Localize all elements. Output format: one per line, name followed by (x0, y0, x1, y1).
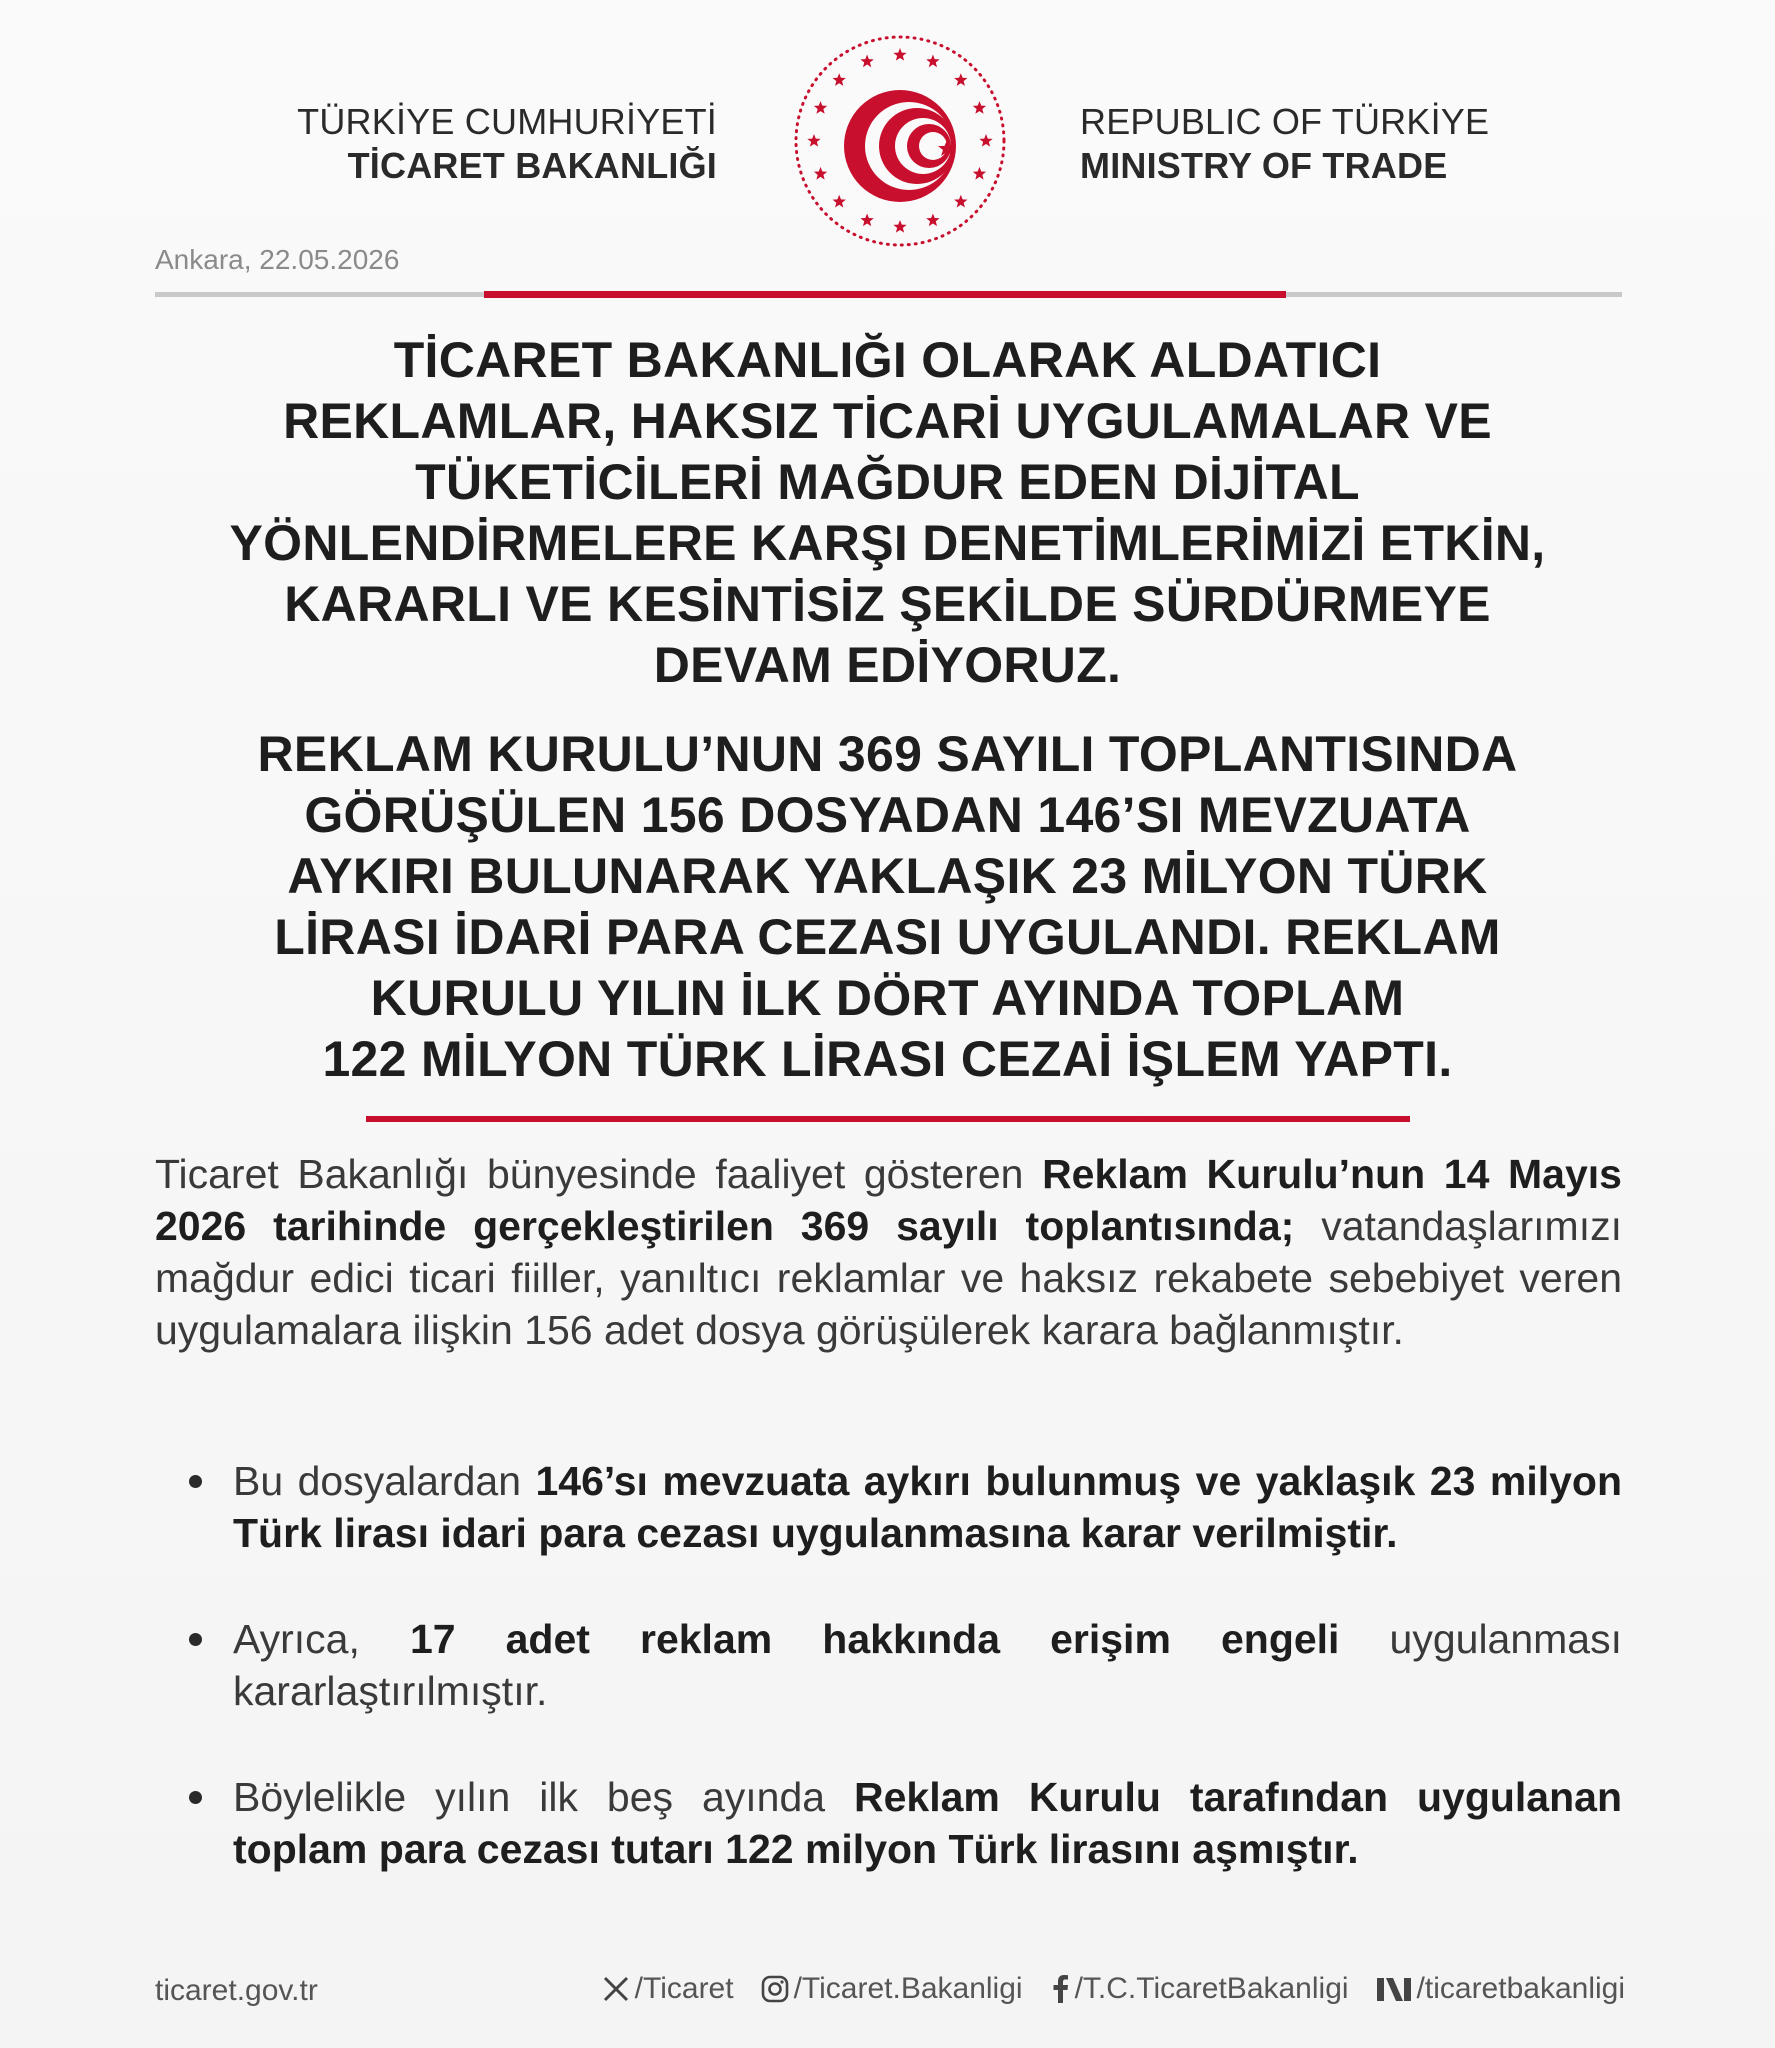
headline-line: KARARLI VE KESİNTİSİZ ŞEKİLDE SÜRDÜRMEYE (284, 576, 1491, 632)
header (0, 0, 1775, 250)
headline-line: TİCARET BAKANLIĞI OLARAK ALDATICI (393, 332, 1382, 388)
intro-paragraph (155, 1148, 1622, 1356)
date-line: Ankara, 22.05.2026 (155, 244, 400, 275)
seal-star-icon (926, 55, 939, 68)
seal-star-icon (833, 73, 846, 86)
social-handle: /ticaretbakanligi (1416, 1972, 1625, 2005)
org-name-english (1080, 100, 1489, 188)
bullet-bold: Reklam Kurulu tarafından uygulanan toplam para cezası tutarı 122 milyon Türk lirasını aşmıştır. (233, 1774, 1622, 1872)
headline-line: GÖRÜŞÜLEN 156 DOSYADAN 146’SI MEVZUATA (304, 787, 1471, 843)
bullet-bold: 17 adet reklam hakkında erişim engeli (409, 1616, 1340, 1662)
headline-line: DEVAM EDİYORUZ. (653, 637, 1122, 693)
org-country-tr: TÜRKİYE CUMHURİYETİ (297, 101, 717, 142)
intro-text-end: vatandaşlarımızı mağdur edici ticari fiiller, yanıltıcı reklamlar ve haksız rekabete sebebiyet veren uygulamalara ilişkin 156 adet dosya görüşülerek karara bağlanmıştır. (155, 1203, 1622, 1353)
list-item (155, 1455, 1622, 1559)
bullet-dot-icon (189, 1475, 202, 1488)
website-link[interactable]: ticaret.gov.tr (155, 1974, 318, 2007)
facebook-icon (1049, 1974, 1071, 2004)
bullet-text: Ayrıca, (233, 1616, 410, 1662)
social-handle: /T.C.TicaretBakanligi (1074, 1972, 1349, 2005)
seal-star-icon (893, 48, 906, 61)
bullet-dot-icon (189, 1633, 202, 1646)
headline-line: 122 MİLYON TÜRK LİRASI CEZAİ İŞLEM YAPTI. (322, 1031, 1453, 1087)
bullet-bold: 146’sı mevzuata aykırı bulunmuş ve yaklaşık 23 milyon Türk lirası idari para cezası uygulanmasına karar verilmiştir. (233, 1458, 1622, 1556)
social-facebook-link[interactable] (1049, 1972, 1349, 2006)
seal-star-icon (807, 134, 820, 147)
bullet-text: Bu dosyalardan (233, 1458, 536, 1504)
x-icon (601, 1974, 631, 2004)
divider-red (484, 291, 1286, 298)
social-x-link[interactable] (601, 1972, 734, 2006)
divider-red-section (366, 1116, 1410, 1122)
bullet-text: Böylelikle yılın ilk beş ayında (233, 1774, 855, 1820)
seal-star-icon (973, 167, 986, 180)
seal-star-icon (954, 195, 967, 208)
headline-line: AYKIRI BULUNARAK YAKLAŞIK 23 MİLYON TÜRK (287, 848, 1488, 904)
seal-star-icon (893, 220, 906, 233)
seal-star-icon (926, 213, 939, 226)
seal-star-icon (979, 134, 992, 147)
headline-line: REKLAMLAR, HAKSIZ TİCARİ UYGULAMALAR VE (283, 393, 1492, 449)
headline-line: KURULU YILIN İLK DÖRT AYINDA TOPLAM (370, 970, 1405, 1026)
ministry-seal-icon (787, 28, 1013, 254)
org-ministry-en: MINISTRY OF TRADE (1080, 145, 1448, 186)
headline-secondary (140, 724, 1635, 1090)
instagram-icon (760, 1974, 790, 2004)
org-ministry-tr: TİCARET BAKANLIĞI (347, 145, 717, 186)
seal-star-icon (814, 167, 827, 180)
intro-bold: Reklam Kurulu’nun 14 Mayıs 2026 tarihinde gerçekleştirilen 369 sayılı toplantısında; (155, 1151, 1622, 1249)
social-nsosyal-link[interactable] (1375, 1972, 1625, 2006)
org-country-en: REPUBLIC OF TÜRKİYE (1080, 101, 1490, 142)
nsosyal-icon (1375, 1974, 1413, 2004)
headline-line: YÖNLENDİRMELERE KARŞI DENETİMLERİMİZİ ETKİN, (229, 515, 1546, 571)
social-links (575, 1972, 1625, 2006)
headline-line: REKLAM KURULU’NUN 369 SAYILI TOPLANTISINDA (257, 726, 1518, 782)
seal-star-icon (860, 55, 873, 68)
headline-primary (140, 330, 1635, 696)
intro-text: Ticaret Bakanlığı bünyesinde faaliyet gösteren (155, 1151, 1043, 1197)
footer (155, 1968, 1625, 2018)
seal-star-icon (973, 101, 986, 114)
seal-star-icon (860, 213, 873, 226)
seal-star-icon (833, 195, 846, 208)
seal-star-icon (814, 101, 827, 114)
bullet-text-end: uygulanması kararlaştırılmıştır. (233, 1616, 1622, 1714)
bullet-dot-icon (189, 1791, 202, 1804)
list-item (155, 1771, 1622, 1875)
seal-star-icon (954, 73, 967, 86)
headline-line: LİRASI İDARİ PARA CEZASI UYGULANDI. REKLAM (274, 909, 1501, 965)
social-instagram-link[interactable] (760, 1972, 1023, 2006)
list-item (155, 1613, 1622, 1717)
org-name-turkish (297, 100, 717, 188)
bullet-list (155, 1455, 1622, 1929)
social-handle: /Ticaret (634, 1972, 734, 2005)
headline-line: TÜKETİCİLERİ MAĞDUR EDEN DİJİTAL (415, 454, 1360, 510)
social-handle: /Ticaret.Bakanligi (793, 1972, 1023, 2005)
